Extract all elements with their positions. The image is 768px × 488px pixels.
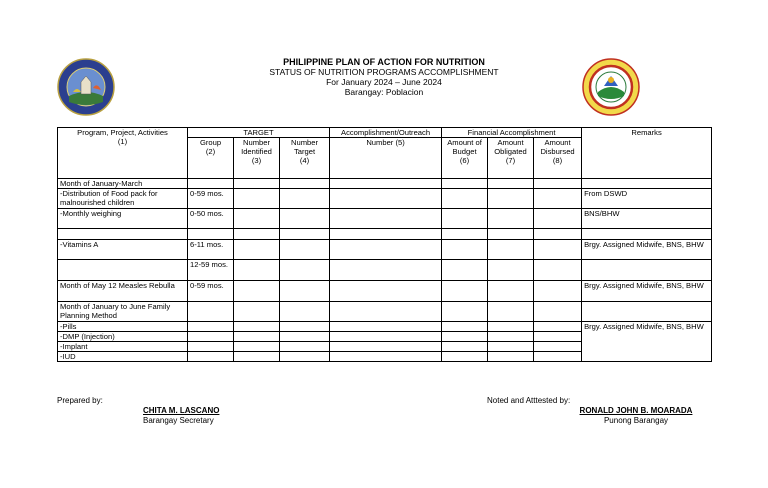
col-program-label: Program, Project, Activities <box>77 128 168 137</box>
nutrition-accomplishment-table <box>57 127 712 362</box>
sub-group-label: Group <box>199 138 222 147</box>
remarks-cell <box>582 302 712 322</box>
remarks-cell: From DSWD <box>582 189 712 209</box>
document-period: For January 2024 – June 2024 <box>326 77 442 87</box>
col-program-header <box>58 128 188 179</box>
group-cell <box>188 342 234 352</box>
sub-identified-header <box>234 138 280 179</box>
sub-group-header <box>188 138 234 179</box>
sub-budget-number: (6) <box>459 156 470 165</box>
table-row <box>58 189 712 209</box>
program-cell: -Monthly weighing <box>58 209 188 229</box>
program-cell: -Distribution of Food pack for malnourished children <box>58 189 188 209</box>
program-cell: Month of January to June Family Planning Method <box>58 302 188 322</box>
document-subtitle: STATUS OF NUTRITION PROGRAMS ACCOMPLISHMENT <box>269 67 499 77</box>
col-program-number: (1) <box>117 137 128 146</box>
group-cell <box>188 322 234 332</box>
sub-identified-label: Number Identified <box>241 138 272 156</box>
table-row <box>58 229 712 240</box>
col-target-header: TARGET <box>188 128 330 138</box>
noted-by-label: Noted and Atttested by: <box>487 396 571 405</box>
noted-by-name: RONALD JOHN B. MOARADA <box>579 406 693 415</box>
table-row <box>58 281 712 302</box>
program-cell: Month of May 12 Measles Rebulla <box>58 281 188 302</box>
sub-target-number: (4) <box>299 156 310 165</box>
document-barangay: Barangay: Poblacion <box>344 87 424 97</box>
sub-group-number: (2) <box>205 147 216 156</box>
group-cell <box>188 332 234 342</box>
group-cell <box>188 229 234 240</box>
group-cell: 6-11 mos. <box>188 240 234 260</box>
group-cell: 0-59 mos. <box>188 281 234 302</box>
prepared-by-name: CHITA M. LASCANO <box>143 406 220 415</box>
prepared-by-label: Prepared by: <box>57 396 103 405</box>
remarks-cell <box>582 260 712 281</box>
noted-by-title: Punong Barangay <box>603 416 669 425</box>
program-cell: -Pills <box>58 322 188 332</box>
program-cell: -Implant <box>58 342 188 352</box>
remarks-cell <box>582 179 712 189</box>
program-cell <box>58 260 188 281</box>
sub-obligated-label: Amount Obligated <box>494 138 527 156</box>
group-cell: 0-59 mos. <box>188 189 234 209</box>
sub-identified-number: (3) <box>251 156 262 165</box>
sub-number5-header: Number (5) <box>330 138 442 179</box>
program-cell: -DMP (Injection) <box>58 332 188 342</box>
table-row <box>58 179 712 189</box>
sub-obligated-number: (7) <box>505 156 516 165</box>
program-cell: -IUD <box>58 352 188 362</box>
document-title: PHILIPPINE PLAN OF ACTION FOR NUTRITION <box>283 57 485 67</box>
col-remarks-header: Remarks <box>582 128 712 179</box>
sub-budget-header <box>442 138 488 179</box>
remarks-cell: Brgy. Assigned Midwife, BNS, BHW <box>582 281 712 302</box>
table-row <box>58 209 712 229</box>
sub-target-header <box>280 138 330 179</box>
remarks-cell: Brgy. Assigned Midwife, BNS, BHW <box>582 240 712 260</box>
remarks-cell: Brgy. Assigned Midwife, BNS, BHW <box>582 322 712 362</box>
table-row <box>58 322 712 332</box>
col-accomplishment-header: Accomplishment/Outreach <box>330 128 442 138</box>
group-cell: 0-50 mos. <box>188 209 234 229</box>
group-cell: 12-59 mos. <box>188 260 234 281</box>
remarks-cell <box>582 229 712 240</box>
sub-obligated-header <box>488 138 534 179</box>
program-cell: -Vitamins A <box>58 240 188 260</box>
sub-disbursed-label: Amount Disbursed <box>540 138 575 156</box>
group-cell <box>188 302 234 322</box>
program-cell <box>58 229 188 240</box>
group-cell <box>188 352 234 362</box>
col-financial-header: Financial Accomplishment <box>442 128 582 138</box>
sub-disbursed-number: (8) <box>552 156 563 165</box>
prepared-by-title: Barangay Secretary <box>143 416 214 425</box>
remarks-cell: BNS/BHW <box>582 209 712 229</box>
table-row <box>58 302 712 322</box>
sub-disbursed-header <box>534 138 582 179</box>
program-cell: Month of January-March <box>58 179 188 189</box>
sub-budget-label: Amount of Budget <box>447 138 482 156</box>
table-row <box>58 240 712 260</box>
group-cell <box>188 179 234 189</box>
sub-target-label: Number Target <box>291 138 319 156</box>
table-row <box>58 260 712 281</box>
